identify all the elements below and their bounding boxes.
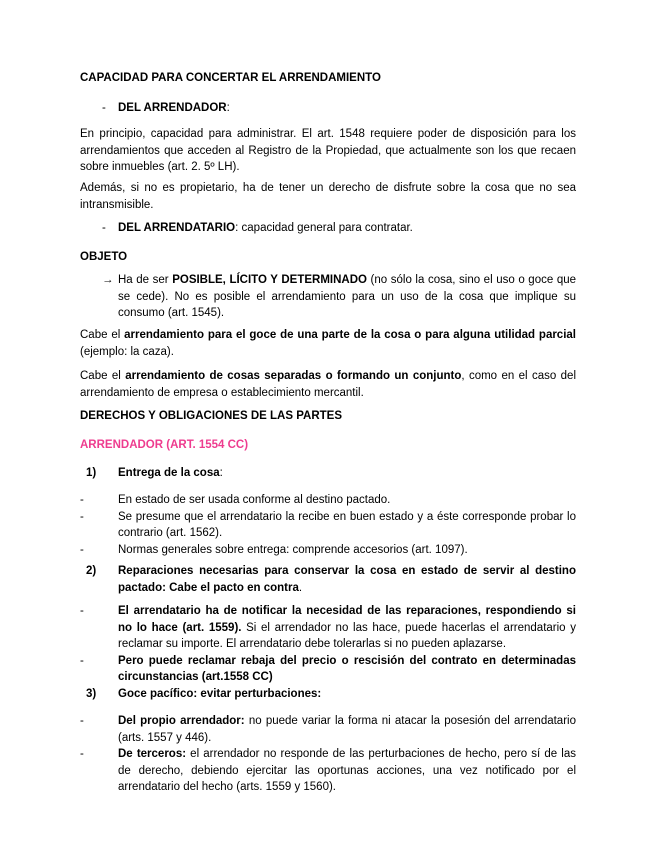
subtitle-arrendador-art: ARRENDADOR (ART. 1554 CC) [80, 439, 249, 451]
subsection-reparaciones: 2) Reparaciones necesarias para conservar la cosa en estado de servir al destino pactado: Cabe el pacto en contra. [86, 565, 576, 594]
list-item: - El arrendatario ha de notificar la necesidad de las reparaciones, respondiendo si no lo hace (art. 1559). Si el arrendador no las hace, puede hacerlas el arrendatario y reclamar su importe. El arrendatario debe tolerarlas si no pueden aplazarse. [80, 605, 576, 650]
heading-del-arrendador: - DEL ARRENDADOR: [80, 100, 576, 117]
dash-marker: - [102, 102, 106, 114]
paragraph-propietario: Además, si no es propietario, ha de tener un derecho de disfrute sobre la cosa que no sea intransmisible. [80, 182, 576, 211]
objeto-item: → Ha de ser POSIBLE, LÍCITO Y DETERMINADO (no sólo la cosa, sino el uso o goce que se cede). No es posible el arrendamiento para un uso de la cosa que implique su consumo (art. 1545). [102, 274, 577, 319]
list-item: - De terceros: el arrendador no responde de las perturbaciones de hecho, pero sí de las de derecho, debiendo ejercitar las oportunas acciones, una vez notificado por el arrendatario del hecho (arts. 1559 y 1560). [80, 748, 576, 793]
list-item: - Normas generales sobre entrega: comprende accesorios (art. 1097). [80, 543, 468, 556]
section-title-derechos: DERECHOS Y OBLIGACIONES DE LAS PARTES [80, 410, 342, 422]
section-title-capacidad: CAPACIDAD PARA CONCERTAR EL ARRENDAMIENTO [80, 72, 381, 84]
arrow-icon: → [102, 274, 114, 286]
entrega-list [80, 492, 576, 558]
goce-list [80, 713, 576, 796]
subsection-entrega: 1) Entrega de la cosa: [86, 467, 223, 479]
list-item: - Del propio arrendador: no puede variar la forma ni atacar la posesión del arrendatario (arts. 1557 y 446). [80, 715, 576, 744]
paragraph-capacidad: En principio, capacidad para administrar. El art. 1548 requiere poder de disposición para los arrendamientos que acceden al Registro de la Propiedad, que actualmente son los que recaen sobre inmuebles (art. 2. 5º LH). [80, 128, 576, 173]
dash-marker: - [102, 222, 106, 234]
section-title-objeto: OBJETO [80, 251, 128, 263]
subsection-goce-pacifico: 3) Goce pacífico: evitar perturbaciones: [86, 688, 322, 700]
reparaciones-list [80, 603, 576, 686]
paragraph-goce-parcial: Cabe el arrendamiento para el goce de una parte de la cosa o para alguna utilidad parcial (ejemplo: la caza). [80, 329, 576, 358]
paragraph-cosas-separadas: Cabe el arrendamiento de cosas separadas o formando un conjunto, como en el caso del arrendamiento de empresa o establecimiento mercantil. [80, 370, 576, 399]
list-item: - En estado de ser usada conforme al destino pactado. [80, 494, 391, 506]
item-del-arrendatario: - DEL ARRENDATARIO: capacidad general para contratar. [80, 220, 576, 237]
list-item: - Pero puede reclamar rebaja del precio o rescisión del contrato en determinadas circunstancias (art.1558 CC) [80, 654, 576, 683]
list-item: - Se presume que el arrendatario la recibe en buen estado y a éste corresponde probar lo contrario (art. 1562). [80, 510, 576, 539]
